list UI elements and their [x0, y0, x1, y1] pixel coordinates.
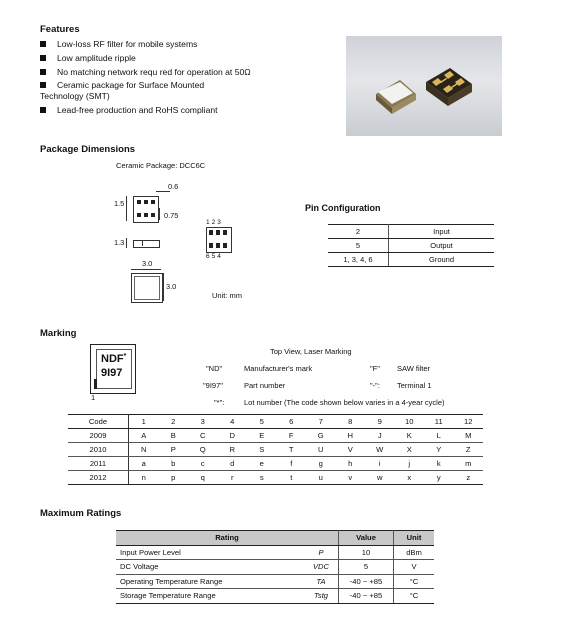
table-row: 2011 a b c d e f g h i j k m [68, 457, 483, 471]
dim-0-75: 0.75 [164, 211, 179, 220]
table-row: Operating Temperature Range TA -40 ~ +85 °C [116, 574, 434, 589]
pin1-label: 1 [91, 393, 96, 402]
pin-numbers-bottom: 654 [206, 253, 223, 260]
feature-item: Lead-free production and RoHS compliant [40, 105, 330, 115]
pin-config-table [328, 224, 494, 267]
legend-desc: Lot number (The code shown below varies in a 4-year cycle) [244, 398, 445, 407]
package-drawing [100, 178, 250, 308]
table-row: Storage Temperature Range Tstg -40 ~ +85 °C [116, 589, 434, 604]
saw-filter-chips-image [346, 36, 502, 136]
table-row: Input Power Level P 10 dBm [116, 545, 434, 560]
package-subheading: Ceramic Package: DCC6C [116, 161, 206, 170]
bullet-square-icon [40, 41, 46, 47]
table-header-row: Rating Value Unit [116, 531, 434, 546]
max-ratings-table [116, 530, 434, 604]
dim-3-0-height: 3.0 [166, 282, 177, 291]
features-list [40, 39, 330, 118]
chip-mark-star: * [123, 353, 127, 360]
legend-desc: Terminal 1 [397, 381, 432, 390]
package-profile-view [133, 240, 160, 248]
pin-config-title: Pin Configuration [305, 203, 381, 213]
package-heading: Package Dimensions [40, 144, 136, 155]
max-ratings-heading: Maximum Ratings [40, 508, 122, 519]
bullet-square-icon [40, 82, 46, 88]
legend-desc: SAW filter [397, 364, 431, 373]
table-row: 2010 N P Q R S T U V W X Y Z [68, 443, 483, 457]
feature-item: Ceramic package for Surface Mounted Technology (SMT) [40, 80, 205, 101]
bullet-square-icon [40, 69, 46, 75]
legend-desc: Part number [244, 381, 286, 390]
unit-label: Unit: mm [212, 291, 242, 300]
table-row: 2 Input [328, 225, 494, 239]
legend-key: "F" [370, 364, 380, 373]
legend-key: "*": [214, 398, 225, 407]
dim-1-3: 1.3 [114, 238, 125, 247]
bullet-square-icon [40, 107, 46, 113]
dim-1-5: 1.5 [114, 199, 125, 208]
marking-chip [90, 344, 136, 394]
legend-key: "-": [370, 381, 380, 390]
legend-key: "ND" [206, 364, 223, 373]
pin-numbers-top: 123 [206, 219, 223, 226]
table-row: 2012 n p q r s t u v w x y z [68, 471, 483, 485]
feature-item: Low-loss RF filter for mobile systems [40, 39, 330, 49]
chip-mark-line1: NDF [101, 353, 124, 365]
table-row: 5 Output [328, 239, 494, 253]
dim-0-6: 0.6 [168, 182, 179, 191]
chip-mark-line2: 9I97 [101, 367, 123, 379]
bullet-square-icon [40, 55, 46, 61]
table-row: 1, 3, 4, 6 Ground [328, 253, 494, 267]
pin1-indicator [94, 379, 97, 389]
product-photo [346, 36, 502, 136]
features-heading: Features [40, 24, 80, 35]
marking-view-title: Top View, Laser Marking [270, 347, 352, 356]
legend-desc: Manufacturer's mark [244, 364, 313, 373]
dim-3-0-width: 3.0 [142, 259, 153, 268]
table-row: DC Voltage VDC 5 V [116, 560, 434, 575]
table-row: 2009 A B C D E F G H J K L M [68, 429, 483, 443]
feature-item: No matching network requ red for operation at 50Ω [40, 67, 330, 77]
legend-key: "9I97" [203, 381, 223, 390]
feature-item: Low amplitude ripple [40, 53, 330, 63]
lot-code-table [68, 414, 483, 485]
table-header-row: Code 1 2 3 4 5 6 7 8 9 10 11 12 [68, 415, 483, 429]
marking-heading: Marking [40, 328, 77, 339]
